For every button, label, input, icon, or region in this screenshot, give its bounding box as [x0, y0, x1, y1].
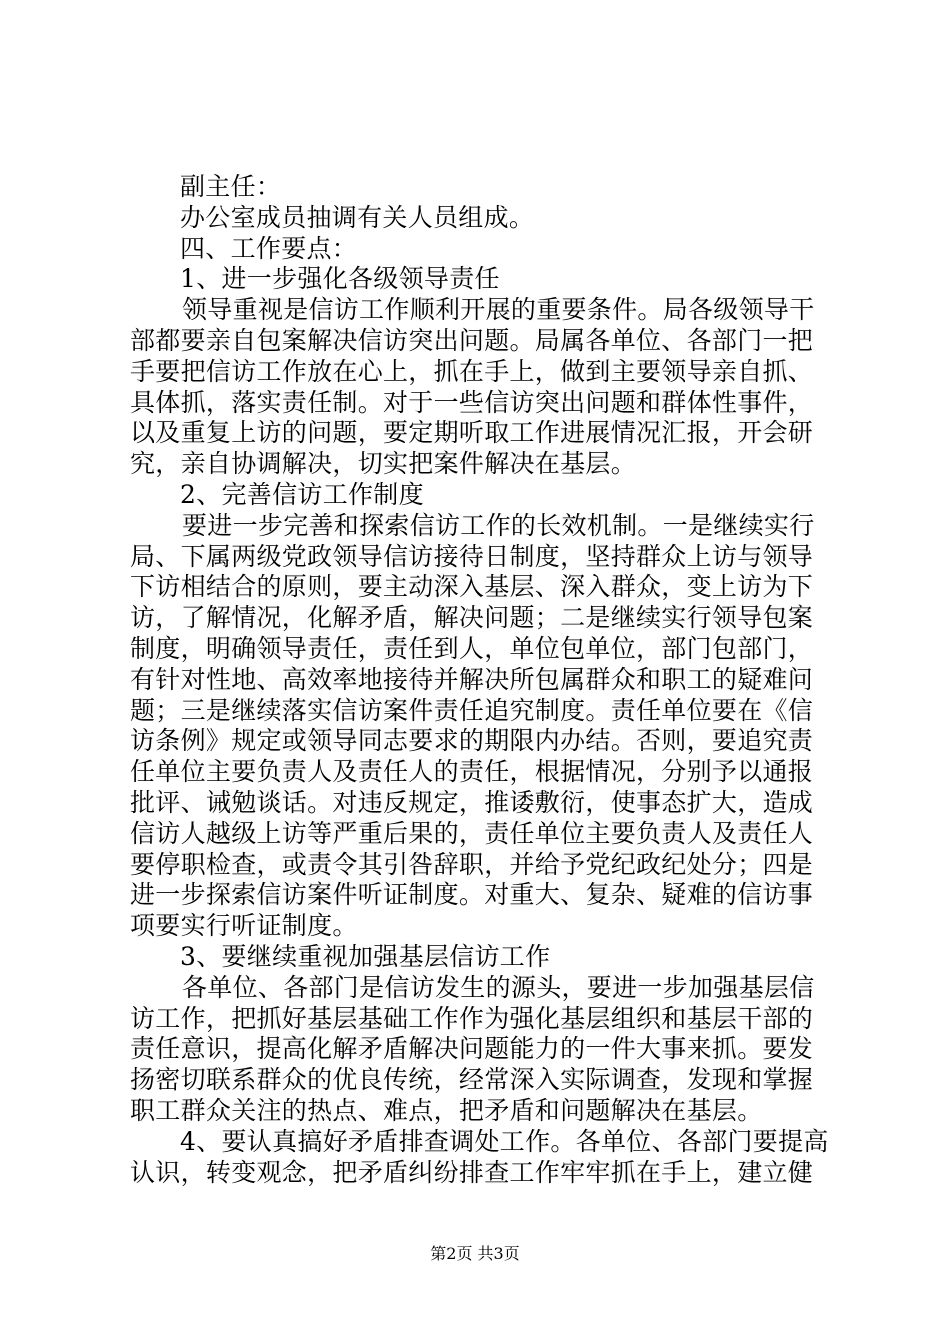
- text-line: 下访相结合的原则，要主动深入基层、深入群众，变上访为下: [130, 572, 814, 602]
- text-line: 职工群众关注的热点、难点，把矛盾和问题解决在基层。: [130, 1095, 763, 1125]
- text-line: 制度，明确领导责任，责任到人，单位包单位，部门包部门，: [130, 633, 814, 663]
- text-line: 办公室成员抽调有关人员组成。: [180, 202, 535, 232]
- text-line: 项要实行听证制度。: [130, 911, 358, 941]
- text-line: 四、工作要点：: [180, 233, 358, 263]
- text-line: 进一步探索信访案件听证制度。对重大、复杂、疑难的信访事: [130, 880, 814, 910]
- text-line: 访条例》规定或领导同志要求的期限内办结。否则，要追究责: [130, 726, 814, 756]
- text-line: 以及重复上访的问题，要定期听取工作进展情况汇报，开会研: [130, 418, 814, 448]
- text-line: 各单位、各部门是信访发生的源头，要进一步加强基层信: [182, 972, 815, 1002]
- text-line: 责任意识，提高化解矛盾解决问题能力的一件大事来抓。要发: [130, 1034, 814, 1064]
- text-line: 具体抓，落实责任制。对于一些信访突出问题和群体性事件，: [130, 387, 814, 417]
- text-line: 究，亲自协调解决，切实把案件解决在基层。: [130, 449, 637, 479]
- text-line: 访工作，把抓好基层基础工作作为强化基层组织和基层干部的: [130, 1003, 814, 1033]
- text-line: 副主任：: [180, 172, 282, 201]
- text-line: 局、下属两级党政领导信访接待日制度，坚持群众上访与领导: [130, 541, 814, 571]
- text-line: 访，了解情况，化解矛盾，解决问题；二是继续实行领导包案: [130, 603, 814, 633]
- text-line: 题；三是继续落实信访案件责任追究制度。责任单位要在《信: [130, 695, 814, 725]
- text-line: 4、要认真搞好矛盾排查调处工作。各单位、各部门要提高: [180, 1126, 829, 1156]
- text-line: 信访人越级上访等严重后果的，责任单位主要负责人及责任人: [130, 818, 814, 848]
- text-line: 手要把信访工作放在心上，抓在手上，做到主要领导亲自抓、: [130, 356, 814, 386]
- text-line: 要停职检查，或责令其引咎辞职，并给予党纪政纪处分；四是: [130, 849, 814, 879]
- page-footer: 第2页 共3页: [430, 1244, 520, 1263]
- text-line: 任单位主要负责人及责任人的责任，根据情况，分别予以通报: [130, 757, 814, 787]
- document-body: [130, 172, 830, 1188]
- text-line: 2、完善信访工作制度: [180, 479, 424, 509]
- text-line: 要进一步完善和探索信访工作的长效机制。一是继续实行: [182, 510, 815, 540]
- text-line: 领导重视是信访工作顺利开展的重要条件。局各级领导干: [182, 295, 815, 325]
- text-line: 3、要继续重视加强基层信访工作: [180, 941, 551, 971]
- text-line: 1、进一步强化各级领导责任: [180, 264, 500, 294]
- text-line: 认识，转变观念，把矛盾纠纷排查工作牢牢抓在手上，建立健: [130, 1157, 814, 1187]
- text-line: 批评、诫勉谈话。对违反规定，推诿敷衍，使事态扩大，造成: [130, 787, 814, 817]
- text-line: 部都要亲自包案解决信访突出问题。局属各单位、各部门一把: [130, 325, 814, 355]
- text-line: 扬密切联系群众的优良传统，经常深入实际调查，发现和掌握: [130, 1065, 814, 1095]
- text-line: 有针对性地、高效率地接待并解决所包属群众和职工的疑难问: [130, 664, 814, 694]
